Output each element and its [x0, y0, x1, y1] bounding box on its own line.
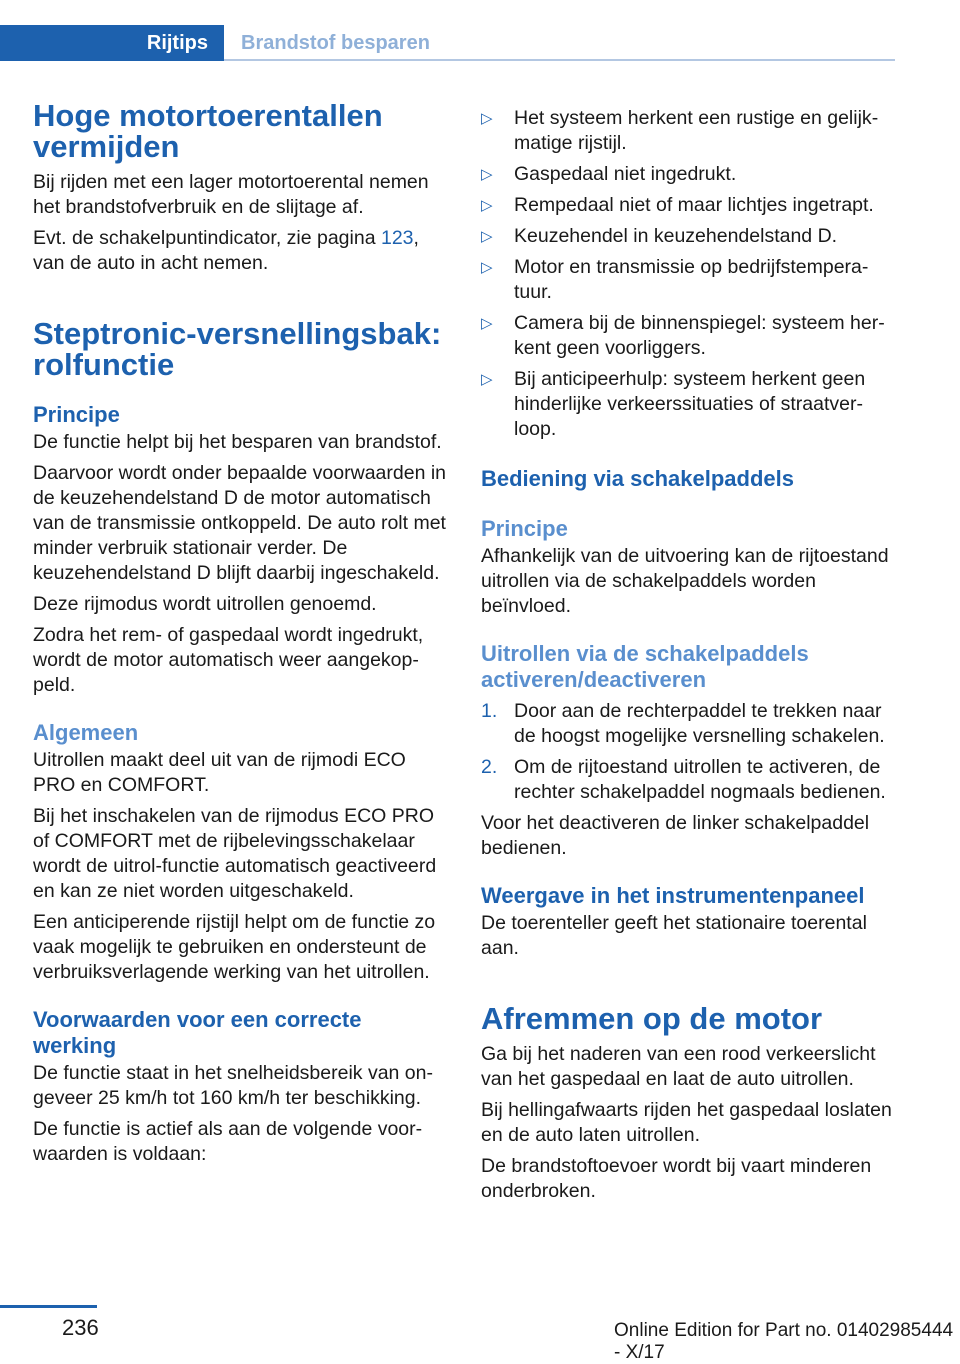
list-item: 1. Door aan de rechterpaddel te trekken naar de hoogst mogelijke versnelling schakelen.: [481, 700, 885, 747]
paragraph: De brandstoftoevoer wordt bij vaart minderen onderbroken.: [481, 1155, 872, 1202]
left-column: [33, 100, 449, 1167]
paragraph: De functie helpt bij het besparen van brandstof.: [33, 431, 442, 453]
paragraph: Bij rijden met een lager motortoerental nemen het brandstofverbruik en de slijtage af.: [33, 171, 429, 218]
paragraph: Bij hellingafwaarts rijden het gaspedaal loslaten en de auto laten uitrollen.: [481, 1099, 892, 1146]
heading-steptronic: Steptronic-versnellingsbak: rolfunctie: [33, 316, 442, 382]
paragraph: De functie is actief als aan de volgende voorwaarden is voldaan:: [33, 1118, 423, 1165]
paragraph: Een anticiperende rijstijl helpt om de functie zo vaak mogelijk te gebruiken en ondersteunt de verbruiksverlagende werking van het uitrollen.: [33, 911, 436, 983]
heading-principe: Principe: [33, 402, 120, 427]
paragraph-with-link: [33, 226, 449, 276]
steps-list: [481, 699, 895, 805]
header-rule: [224, 59, 895, 61]
triangle-bullet-icon: ▷: [481, 315, 493, 332]
paragraph: De functie staat in het snelheidsbereik van ongeveer 25 km/h tot 160 km/h ter beschikking.: [33, 1062, 433, 1109]
list-item: ▷ Camera bij de binnenspiegel: systeem herkent geen voorliggers.: [481, 312, 885, 359]
text: , van de auto in acht nemen.: [33, 227, 419, 274]
footer-rule: [0, 1305, 97, 1308]
heading-principe-2: Principe: [481, 516, 568, 541]
triangle-bullet-icon: ▷: [481, 166, 493, 183]
triangle-bullet-icon: ▷: [481, 228, 493, 245]
page-header: [0, 25, 895, 61]
heading-bediening: Bediening via schakelpaddels: [481, 466, 795, 491]
paragraph: Daarvoor wordt onder bepaalde voorwaarden in de keuzehendelstand D de motor automatisch van de transmissie ontkoppeld. De auto rolt met minder verbruik stationair verder. De keuzehendelstand D blijft daarbij ingeschakeld.: [33, 462, 447, 584]
right-column: [481, 100, 895, 1204]
paragraph: De toerenteller geeft het stationaire toerental aan.: [481, 912, 867, 959]
paragraph: Bij het inschakelen van de rijmodus ECO PRO of COMFORT met de rijbelevingsschakelaar wordt de uitrol-functie automatisch geactiveerd en kan ze niet worden uitgeschakeld.: [33, 805, 437, 902]
heading-voorwaarden: Voorwaarden voor een correcte werking: [33, 1007, 362, 1058]
heading-afremmen: Afremmen op de motor: [481, 1001, 823, 1036]
edition-note: Online Edition for Part no. 01402985444 - X/17: [614, 1320, 954, 1363]
triangle-bullet-icon: ▷: [481, 110, 493, 127]
list-item: ▷ Motor en transmissie op bedrijfstemperatuur.: [481, 256, 869, 303]
paragraph: Zodra het rem- of gaspedaal wordt ingedrukt, wordt de motor automatisch weer aangekoppeld.: [33, 624, 424, 696]
list-item: ▷ Bij anticipeerhulp: systeem herkent geen hinderlijke verkeerssituaties of straatverloop.: [481, 368, 866, 440]
heading-uitrollen: Uitrollen via de schakelpaddels activeren/deactiveren: [481, 641, 809, 692]
conditions-list: [481, 106, 895, 442]
triangle-bullet-icon: ▷: [481, 371, 493, 388]
paragraph: Uitrollen maakt deel uit van de rijmodi ECO PRO en COMFORT.: [33, 749, 406, 796]
heading-motortoerentallen: Hoge motortoerentallen vermijden: [33, 98, 383, 164]
paragraph: Afhankelijk van de uitvoering kan de rijtoestand uitrollen via de schakelpaddels worden beïnvloed.: [481, 545, 889, 617]
heading-weergave: Weergave in het instrumentenpaneel: [481, 883, 865, 908]
list-item: 2. Om de rijtoestand uitrollen te activeren, de rechter schakelpaddel nogmaals bedienen.: [481, 756, 886, 803]
page-number: 236: [62, 1315, 99, 1340]
triangle-bullet-icon: ▷: [481, 197, 493, 214]
heading-algemeen: Algemeen: [33, 720, 139, 745]
chapter-tab: Rijtips: [0, 25, 224, 61]
step-number: 2.: [481, 756, 498, 778]
paragraph: Ga bij het naderen van een rood verkeerslicht van het gaspedaal en laat de auto uitrollen.: [481, 1043, 876, 1090]
step-number: 1.: [481, 700, 498, 722]
list-item: ▷ Rempedaal niet of maar lichtjes ingetrapt.: [481, 194, 874, 216]
paragraph: Deze rijmodus wordt uitrollen genoemd.: [33, 593, 377, 615]
list-item: ▷ Keuzehendel in keuzehendelstand D.: [481, 225, 838, 247]
section-tab: Brandstof besparen: [241, 31, 430, 54]
list-item: ▷ Het systeem herkent een rustige en gelijkmatige rijstijl.: [481, 107, 879, 154]
text: Evt. de schakelpuntindicator, zie pagina: [33, 227, 381, 249]
list-item: ▷ Gaspedaal niet ingedrukt.: [481, 163, 737, 185]
paragraph: Voor het deactiveren de linker schakelpaddel bedienen.: [481, 812, 870, 859]
triangle-bullet-icon: ▷: [481, 259, 493, 276]
page-link[interactable]: 123: [380, 227, 414, 249]
